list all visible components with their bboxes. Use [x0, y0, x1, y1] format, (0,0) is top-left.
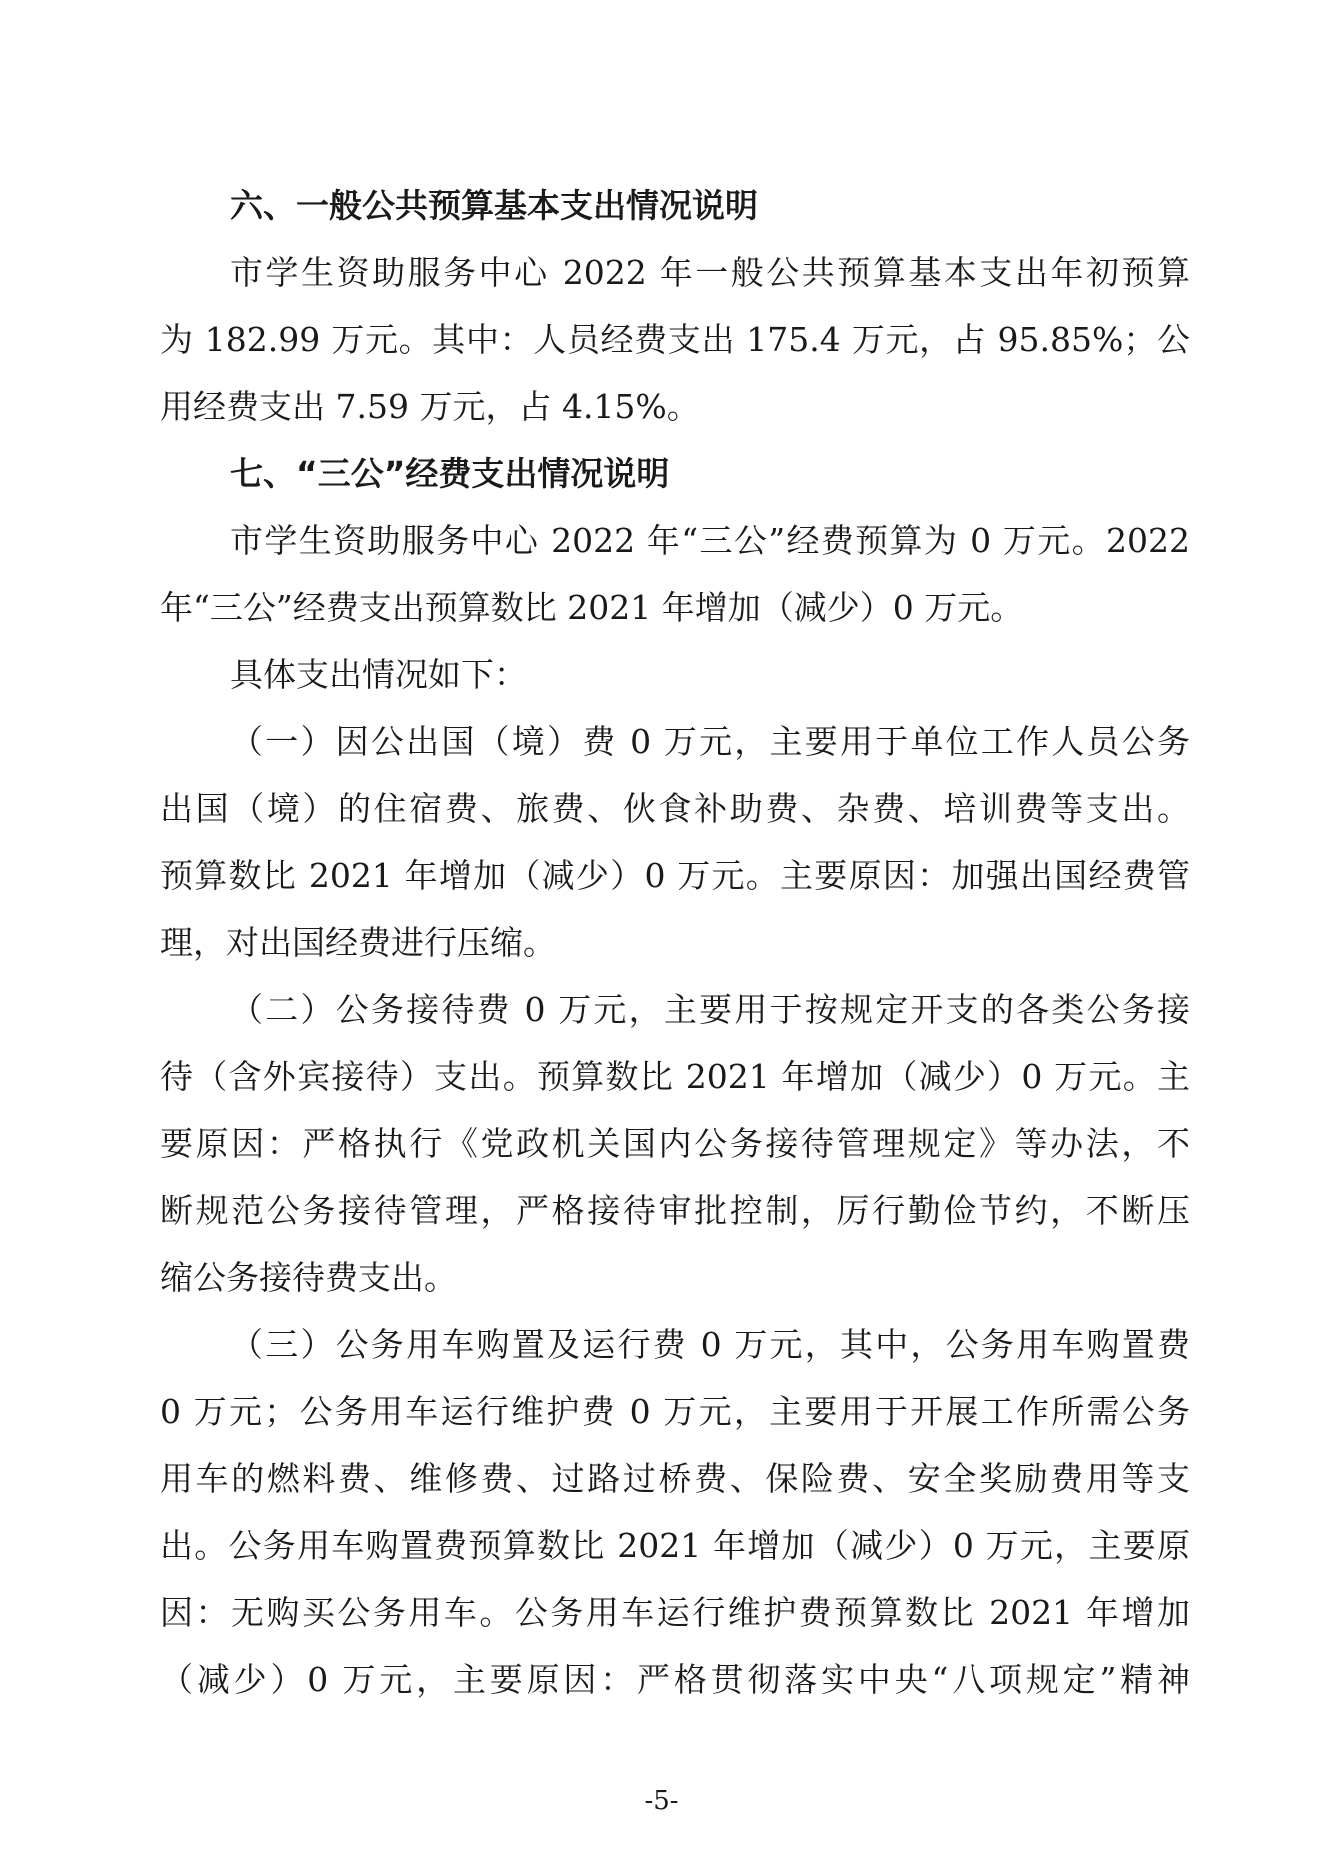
paragraph-line: 出。公务用车购置费预算数比 2021 年增加（减少）0 万元，主要原: [160, 1526, 1190, 1565]
paragraph-line: 理，对出国经费进行压缩。: [160, 923, 556, 962]
paragraph-line: （二）公务接待费 0 万元，主要用于按规定开支的各类公务接: [230, 990, 1190, 1029]
paragraph-line: 年“三公”经费支出预算数比 2021 年增加（减少）0 万元。: [160, 588, 1024, 627]
section-heading: 七、“三公”经费支出情况说明: [230, 454, 670, 493]
paragraph-line: 待（含外宾接待）支出。预算数比 2021 年增加（减少）0 万元。主: [160, 1057, 1190, 1096]
page-number: -5-: [644, 1786, 679, 1816]
paragraph-line: 为 182.99 万元。其中：人员经费支出 175.4 万元，占 95.85%；公: [160, 320, 1190, 359]
paragraph-line: 具体支出情况如下：: [230, 655, 527, 694]
document-body: [160, 172, 1190, 1713]
paragraph-line: 因：无购买公务用车。公务用车运行维护费预算数比 2021 年增加: [160, 1593, 1190, 1632]
paragraph-line: 预算数比 2021 年增加（减少）0 万元。主要原因：加强出国经费管: [160, 856, 1190, 895]
paragraph-line: 市学生资助服务中心 2022 年一般公共预算基本支出年初预算: [230, 253, 1190, 292]
paragraph-line: 0 万元；公务用车运行维护费 0 万元，主要用于开展工作所需公务: [160, 1392, 1190, 1431]
paragraph-line: （三）公务用车购置及运行费 0 万元，其中，公务用车购置费: [230, 1325, 1190, 1364]
paragraph-line: 出国（境）的住宿费、旅费、伙食补助费、杂费、培训费等支出。: [160, 789, 1190, 828]
paragraph-line: 缩公务接待费支出。: [160, 1258, 457, 1297]
paragraph-line: 用经费支出 7.59 万元，占 4.15%。: [160, 387, 700, 426]
paragraph-line: （减少）0 万元，主要原因：严格贯彻落实中央“八项规定”精神: [160, 1660, 1190, 1699]
paragraph-line: 要原因：严格执行《党政机关国内公务接待管理规定》等办法，不: [160, 1124, 1190, 1163]
paragraph-line: 断规范公务接待管理，严格接待审批控制，厉行勤俭节约，不断压: [160, 1191, 1190, 1230]
paragraph-line: （一）因公出国（境）费 0 万元，主要用于单位工作人员公务: [230, 722, 1190, 761]
section-heading: 六、一般公共预算基本支出情况说明: [230, 186, 758, 225]
paragraph-line: 用车的燃料费、维修费、过路过桥费、保险费、安全奖励费用等支: [160, 1459, 1190, 1498]
paragraph-line: 市学生资助服务中心 2022 年“三公”经费预算为 0 万元。2022: [230, 521, 1190, 560]
